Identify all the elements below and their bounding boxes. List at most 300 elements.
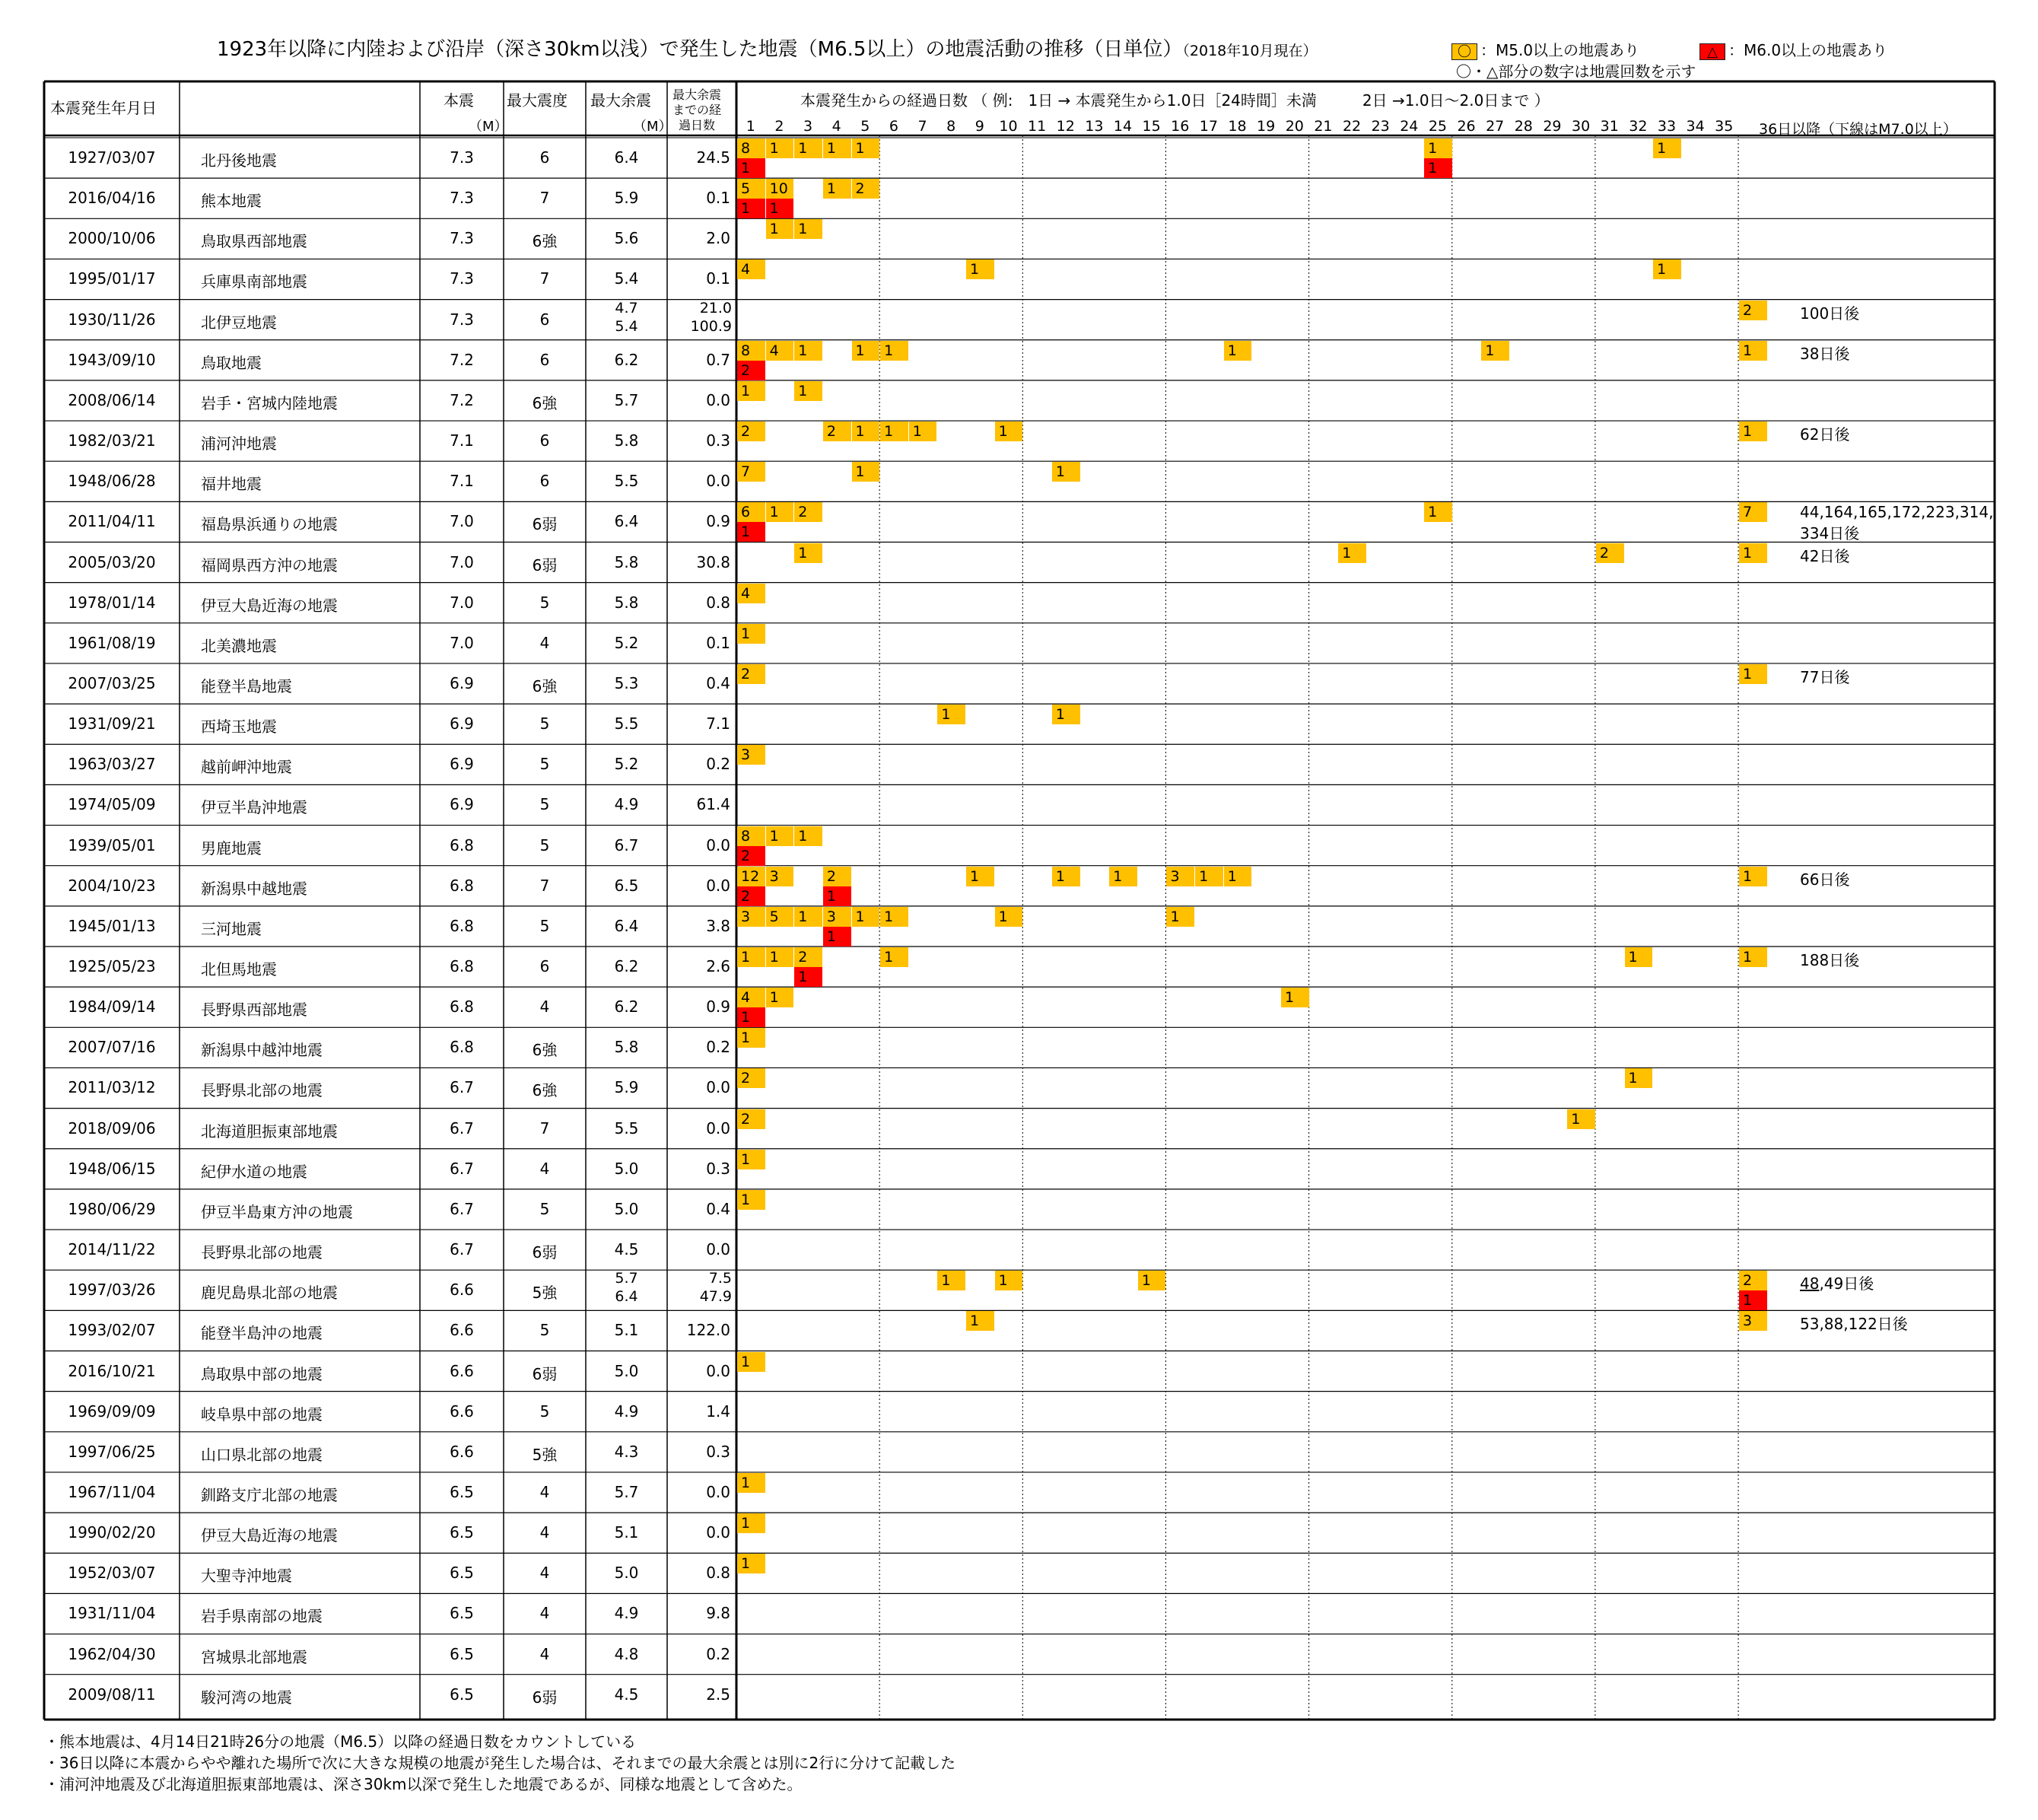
m6-count-badge: 2 bbox=[737, 846, 765, 866]
m5-count-badge: 1 bbox=[823, 179, 851, 199]
m5-count-badge: 1 bbox=[1739, 947, 1767, 967]
row-magnitude: 6.8 bbox=[450, 876, 474, 895]
row-intensity: 4 bbox=[539, 1159, 550, 1178]
row-magnitude: 6.8 bbox=[450, 1038, 474, 1057]
row-intensity: 5強 bbox=[532, 1284, 558, 1303]
row-date: 2011/03/12 bbox=[68, 1078, 156, 1097]
row-date: 2005/03/20 bbox=[68, 552, 156, 571]
row-magnitude: 7.1 bbox=[450, 472, 474, 491]
m5-count-badge: 1 bbox=[1166, 907, 1194, 927]
row-intensity: 6弱 bbox=[532, 1688, 558, 1707]
m5-count-badge: 1 bbox=[1567, 1109, 1595, 1129]
row-intensity: 4 bbox=[539, 1482, 550, 1501]
m5-count-badge: 1 bbox=[1052, 462, 1080, 482]
m5-swatch-icon: 〇 bbox=[1451, 43, 1477, 60]
row-magnitude: 6.5 bbox=[450, 1482, 474, 1501]
row-aftershock-m: 6.2 bbox=[614, 957, 639, 975]
row-aftershock-days: 7.5 bbox=[708, 1270, 732, 1287]
m5-count-badge: 7 bbox=[737, 462, 765, 482]
row-aftershock-days-2: 47.9 bbox=[699, 1288, 732, 1306]
row-date: 2009/08/11 bbox=[68, 1685, 156, 1704]
m5-count-badge: 1 bbox=[1739, 422, 1767, 441]
row-intensity: 6強 bbox=[532, 1041, 558, 1060]
day-number-13: 13 bbox=[1085, 118, 1104, 135]
row-name: 大聖寺沖地震 bbox=[201, 1567, 292, 1586]
m5-count-badge: 1 bbox=[794, 219, 822, 239]
m5-count-badge: 1 bbox=[1109, 867, 1137, 886]
row-name: 長野県北部の地震 bbox=[201, 1081, 323, 1100]
header-days-1: 最大余震 bbox=[672, 88, 722, 102]
legend-m5-text: ：M5.0以上の地震あり bbox=[1480, 41, 1640, 59]
legend-note: 〇・△部分の数字は地震回数を示す bbox=[1456, 62, 1696, 81]
row-after36-days bbox=[1800, 867, 1849, 889]
after36-text: 100日後 bbox=[1800, 304, 1860, 323]
after36-text: 188日後 bbox=[1800, 951, 1860, 969]
row-intensity: 7 bbox=[539, 269, 550, 288]
row-aftershock-m: 6.2 bbox=[614, 998, 639, 1017]
after36-m7-underline: 48 bbox=[1800, 1274, 1820, 1293]
m5-count-badge: 1 bbox=[794, 826, 822, 846]
row-intensity: 5 bbox=[539, 1321, 550, 1340]
m5-count-badge: 1 bbox=[1224, 867, 1252, 886]
row-aftershock-m: 6.4 bbox=[614, 512, 639, 531]
m6-count-badge: 1 bbox=[766, 199, 794, 218]
row-aftershock-m: 4.8 bbox=[614, 1644, 639, 1663]
row-aftershock-days-2: 100.9 bbox=[690, 317, 732, 335]
row-date: 2000/10/06 bbox=[68, 229, 156, 248]
row-aftershock-days: 0.4 bbox=[706, 673, 730, 692]
row-name: 鳥取県西部地震 bbox=[201, 232, 307, 251]
title-text: 1923年以降に内陸および沿岸（深さ30km以浅）で発生した地震（M6.5以上）の地震活動の推移（日単位） bbox=[217, 38, 1183, 61]
m5-count-badge: 1 bbox=[880, 947, 908, 967]
row-name: 越前岬沖地震 bbox=[201, 758, 292, 777]
header-days-2: までの経 bbox=[672, 103, 722, 117]
row-aftershock-m: 5.2 bbox=[614, 633, 639, 652]
day-number-35: 35 bbox=[1715, 118, 1734, 135]
row-intensity: 6 bbox=[539, 957, 550, 975]
row-magnitude: 6.7 bbox=[450, 1118, 474, 1138]
m6-count-badge: 1 bbox=[1739, 1290, 1767, 1310]
row-name: 長野県西部地震 bbox=[201, 1001, 307, 1020]
row-date: 1931/11/04 bbox=[68, 1604, 156, 1623]
m5-count-badge: 1 bbox=[1052, 705, 1080, 724]
row-name: 伊豆半島東方沖の地震 bbox=[201, 1202, 353, 1221]
m5-count-badge: 2 bbox=[794, 502, 822, 522]
row-after36-days bbox=[1800, 948, 1859, 970]
m5-count-badge: 1 bbox=[852, 138, 880, 158]
row-aftershock-m: 6.2 bbox=[614, 350, 639, 369]
m5-count-badge: 1 bbox=[966, 867, 994, 886]
row-name: 鳥取県中部の地震 bbox=[201, 1364, 323, 1383]
row-aftershock-m-2: 6.4 bbox=[615, 1288, 638, 1306]
m5-count-badge: 2 bbox=[737, 422, 765, 441]
m6-count-badge: 1 bbox=[737, 199, 765, 218]
row-aftershock-m: 6.4 bbox=[614, 916, 639, 935]
m5-count-badge: 2 bbox=[737, 1068, 765, 1088]
row-aftershock-days: 0.8 bbox=[706, 1564, 730, 1583]
m5-count-badge: 1 bbox=[1195, 867, 1223, 886]
row-aftershock-m: 5.5 bbox=[614, 714, 639, 733]
row-magnitude: 6.8 bbox=[450, 998, 474, 1017]
day-number-16: 16 bbox=[1171, 118, 1190, 135]
row-date: 1930/11/26 bbox=[68, 310, 156, 329]
m5-count-badge: 1 bbox=[1224, 341, 1252, 361]
m5-count-badge: 4 bbox=[737, 259, 765, 279]
m5-count-badge: 1 bbox=[880, 422, 908, 441]
row-magnitude: 6.7 bbox=[450, 1199, 474, 1218]
header-mainshock-unit: （M） bbox=[469, 119, 508, 135]
m5-count-badge: 8 bbox=[737, 826, 765, 846]
row-aftershock-m: 5.7 bbox=[614, 390, 639, 409]
day-number-5: 5 bbox=[860, 118, 870, 135]
row-aftershock-days: 0.0 bbox=[706, 1118, 730, 1138]
row-name: 釧路支庁北部の地震 bbox=[201, 1485, 338, 1504]
header-max-intensity: 最大震度 bbox=[507, 91, 568, 110]
row-aftershock-days: 0.0 bbox=[706, 835, 730, 854]
row-aftershock-days: 21.0 bbox=[699, 299, 732, 317]
note-3: ・浦河沖地震及び北海道胆振東部地震は、深さ30km以深で発生した地震であるが、同様な地震として含めた。 bbox=[44, 1775, 803, 1793]
row-date: 2007/07/16 bbox=[68, 1038, 156, 1057]
row-intensity: 7 bbox=[539, 1118, 550, 1138]
row-aftershock-days: 0.1 bbox=[706, 269, 730, 288]
m5-count-badge: 1 bbox=[1424, 138, 1452, 158]
row-aftershock-m: 5.0 bbox=[614, 1564, 639, 1583]
row-date: 1963/03/27 bbox=[68, 755, 156, 774]
row-aftershock-days: 0.2 bbox=[706, 1038, 730, 1057]
day-number-3: 3 bbox=[803, 118, 813, 135]
legend-m6-text: ：M6.0以上の地震あり bbox=[1728, 41, 1888, 59]
row-magnitude: 7.3 bbox=[450, 229, 474, 248]
row-intensity: 6 bbox=[539, 310, 550, 329]
row-date: 1948/06/15 bbox=[68, 1159, 156, 1178]
row-intensity: 5 bbox=[539, 916, 550, 935]
row-after36-days bbox=[1800, 665, 1849, 687]
m5-count-badge: 2 bbox=[1739, 301, 1767, 320]
row-date: 1925/05/23 bbox=[68, 957, 156, 975]
row-date: 1943/09/10 bbox=[68, 350, 156, 369]
day-number-28: 28 bbox=[1514, 118, 1533, 135]
row-aftershock-m: 4.9 bbox=[614, 795, 639, 814]
row-name: 伊豆大島近海の地震 bbox=[201, 596, 338, 615]
row-after36-days bbox=[1800, 301, 1859, 323]
day-number-33: 33 bbox=[1657, 118, 1677, 135]
row-name: 駿河湾の地震 bbox=[201, 1688, 292, 1707]
m5-count-badge: 1 bbox=[995, 422, 1023, 441]
m5-count-badge: 1 bbox=[766, 219, 794, 239]
row-magnitude: 7.0 bbox=[450, 512, 474, 531]
row-intensity: 4 bbox=[539, 1564, 550, 1583]
day-number-4: 4 bbox=[831, 118, 841, 135]
day-number-14: 14 bbox=[1113, 118, 1133, 135]
row-date: 1982/03/21 bbox=[68, 431, 156, 450]
after36-text: 62日後 bbox=[1800, 425, 1850, 444]
m5-count-badge: 1 bbox=[1739, 867, 1767, 886]
row-aftershock-days: 122.0 bbox=[686, 1321, 730, 1340]
row-date: 1978/01/14 bbox=[68, 593, 156, 612]
row-magnitude: 6.9 bbox=[450, 755, 474, 774]
row-intensity: 6強 bbox=[532, 1081, 558, 1100]
m5-count-badge: 1 bbox=[737, 947, 765, 967]
note-2: ・36日以降に本震からやや離れた場所で次に大きな規模の地震が発生した場合は、それまでの最大余震とは別に2行に分けて記載した bbox=[44, 1754, 956, 1772]
row-aftershock-m: 5.9 bbox=[614, 189, 639, 208]
row-date: 2018/09/06 bbox=[68, 1118, 156, 1138]
row-aftershock-days: 0.4 bbox=[706, 1199, 730, 1218]
row-aftershock-m: 4.5 bbox=[614, 1240, 639, 1259]
after36-text: ,49日後 bbox=[1819, 1274, 1874, 1293]
row-aftershock-m: 5.0 bbox=[614, 1361, 639, 1380]
row-date: 1962/04/30 bbox=[68, 1644, 156, 1663]
row-after36-days bbox=[1800, 1271, 1874, 1293]
row-intensity: 5 bbox=[539, 755, 550, 774]
row-name: 長野県北部の地震 bbox=[201, 1243, 323, 1262]
header-date: 本震発生年月日 bbox=[50, 99, 157, 117]
row-date: 1993/02/07 bbox=[68, 1321, 156, 1340]
m5-count-badge: 1 bbox=[1138, 1271, 1166, 1290]
m5-count-badge: 1 bbox=[794, 907, 822, 927]
row-date: 1969/09/09 bbox=[68, 1402, 156, 1421]
after36-text: 66日後 bbox=[1800, 870, 1850, 889]
m5-count-badge: 3 bbox=[823, 907, 851, 927]
row-aftershock-days: 0.0 bbox=[706, 876, 730, 895]
row-date: 1939/05/01 bbox=[68, 835, 156, 854]
row-name: 福井地震 bbox=[201, 475, 262, 494]
m5-count-badge: 1 bbox=[995, 907, 1023, 927]
row-name: 浦河沖地震 bbox=[201, 434, 277, 453]
row-intensity: 6弱 bbox=[532, 515, 558, 534]
day-number-8: 8 bbox=[946, 118, 956, 135]
day-number-10: 10 bbox=[999, 118, 1018, 135]
m5-count-badge: 1 bbox=[1338, 543, 1366, 563]
m5-count-badge: 2 bbox=[852, 179, 880, 199]
row-magnitude: 6.6 bbox=[450, 1442, 474, 1461]
row-name: 北丹後地震 bbox=[201, 151, 277, 170]
row-magnitude: 6.5 bbox=[450, 1685, 474, 1704]
m5-count-badge: 1 bbox=[737, 381, 765, 401]
title-date: （2018年10月現在） bbox=[1182, 43, 1318, 59]
day-number-22: 22 bbox=[1342, 118, 1362, 135]
row-aftershock-m: 5.8 bbox=[614, 1038, 639, 1057]
row-after36-days bbox=[1800, 342, 1849, 364]
row-name: 北美濃地震 bbox=[201, 636, 277, 655]
m5-count-badge: 2 bbox=[823, 867, 851, 886]
row-magnitude: 6.5 bbox=[450, 1644, 474, 1663]
row-intensity: 5 bbox=[539, 1402, 550, 1421]
after36-text: 42日後 bbox=[1800, 546, 1850, 565]
row-magnitude: 6.6 bbox=[450, 1321, 474, 1340]
row-magnitude: 6.9 bbox=[450, 795, 474, 814]
m5-count-badge: 1 bbox=[1281, 988, 1309, 1007]
m5-count-badge: 1 bbox=[794, 543, 822, 563]
row-name: 能登半島沖の地震 bbox=[201, 1324, 323, 1343]
row-name: 紀伊水道の地震 bbox=[201, 1162, 307, 1181]
row-date: 1961/08/19 bbox=[68, 633, 156, 652]
m5-count-badge: 1 bbox=[880, 341, 908, 361]
day-number-6: 6 bbox=[889, 118, 898, 135]
day-number-24: 24 bbox=[1400, 118, 1419, 135]
row-name: 兵庫県南部地震 bbox=[201, 272, 307, 291]
day-number-7: 7 bbox=[917, 118, 927, 135]
row-aftershock-days: 0.0 bbox=[706, 1482, 730, 1501]
row-date: 2016/10/21 bbox=[68, 1361, 156, 1380]
row-aftershock-m: 4.9 bbox=[614, 1402, 639, 1421]
row-date: 1931/09/21 bbox=[68, 714, 156, 733]
row-aftershock-m: 4.7 bbox=[615, 299, 638, 317]
row-aftershock-m: 4.3 bbox=[614, 1442, 639, 1461]
row-intensity: 5 bbox=[539, 835, 550, 854]
m5-count-badge: 1 bbox=[909, 422, 937, 441]
m5-count-badge: 1 bbox=[823, 138, 851, 158]
row-aftershock-days: 0.1 bbox=[706, 633, 730, 652]
row-aftershock-m: 5.8 bbox=[614, 552, 639, 571]
row-aftershock-m: 5.3 bbox=[614, 673, 639, 692]
m5-count-badge: 10 bbox=[766, 179, 794, 199]
row-aftershock-days: 0.0 bbox=[706, 1078, 730, 1097]
m6-count-badge: 1 bbox=[737, 522, 765, 542]
row-date: 1952/03/07 bbox=[68, 1564, 156, 1583]
day-number-17: 17 bbox=[1199, 118, 1218, 135]
m5-count-badge: 1 bbox=[737, 1513, 765, 1533]
row-aftershock-days: 0.7 bbox=[706, 350, 730, 369]
day-number-11: 11 bbox=[1028, 118, 1047, 135]
m5-count-badge: 5 bbox=[737, 179, 765, 199]
m5-count-badge: 3 bbox=[766, 867, 794, 886]
row-intensity: 4 bbox=[539, 1604, 550, 1623]
row-date: 2008/06/14 bbox=[68, 390, 156, 409]
m5-count-badge: 1 bbox=[1739, 543, 1767, 563]
row-aftershock-days: 0.3 bbox=[706, 1442, 730, 1461]
m5-count-badge: 1 bbox=[1481, 341, 1509, 361]
row-after36-days bbox=[1800, 1312, 1908, 1334]
row-magnitude: 6.6 bbox=[450, 1281, 474, 1300]
m6-count-badge: 1 bbox=[823, 886, 851, 906]
row-aftershock-days: 0.3 bbox=[706, 431, 730, 450]
row-aftershock-days: 24.5 bbox=[696, 148, 730, 167]
m5-count-badge: 3 bbox=[737, 907, 765, 927]
row-date: 1997/06/25 bbox=[68, 1442, 156, 1461]
row-date: 1980/06/29 bbox=[68, 1199, 156, 1218]
row-aftershock-days: 0.3 bbox=[706, 1159, 730, 1178]
m5-count-badge: 1 bbox=[766, 138, 794, 158]
row-name: 福岡県西方沖の地震 bbox=[201, 555, 338, 574]
row-magnitude: 7.0 bbox=[450, 552, 474, 571]
m5-count-badge: 1 bbox=[1052, 867, 1080, 886]
row-magnitude: 6.9 bbox=[450, 673, 474, 692]
day-number-20: 20 bbox=[1285, 118, 1304, 135]
row-aftershock-days: 3.8 bbox=[706, 916, 730, 935]
row-magnitude: 7.0 bbox=[450, 633, 474, 652]
header-days-3: 過日数 bbox=[679, 118, 716, 132]
row-after36-days bbox=[1800, 544, 1849, 566]
row-aftershock-days: 61.4 bbox=[696, 795, 730, 814]
row-intensity: 7 bbox=[539, 876, 550, 895]
m5-count-badge: 2 bbox=[1596, 543, 1624, 563]
day-number-32: 32 bbox=[1629, 118, 1648, 135]
row-magnitude: 7.2 bbox=[450, 350, 474, 369]
row-intensity: 6強 bbox=[532, 393, 558, 412]
day-number-12: 12 bbox=[1056, 118, 1075, 135]
m5-count-badge: 1 bbox=[794, 138, 822, 158]
row-aftershock-days: 0.2 bbox=[706, 1644, 730, 1663]
row-magnitude: 6.8 bbox=[450, 835, 474, 854]
row-name: 北伊豆地震 bbox=[201, 313, 277, 332]
m5-count-badge: 4 bbox=[737, 988, 765, 1007]
m5-count-badge: 4 bbox=[766, 341, 794, 361]
row-intensity: 5 bbox=[539, 593, 550, 612]
row-intensity: 6 bbox=[539, 148, 550, 167]
m5-count-badge: 1 bbox=[737, 1028, 765, 1048]
m5-count-badge: 1 bbox=[794, 381, 822, 401]
row-date: 1984/09/14 bbox=[68, 998, 156, 1017]
day-number-27: 27 bbox=[1486, 118, 1505, 135]
row-aftershock-days: 7.1 bbox=[706, 714, 730, 733]
m5-count-badge: 1 bbox=[766, 988, 794, 1007]
row-intensity: 6強 bbox=[532, 232, 558, 251]
row-intensity: 5 bbox=[539, 714, 550, 733]
row-name: 熊本地震 bbox=[201, 192, 262, 211]
row-name: 鳥取地震 bbox=[201, 353, 262, 372]
m5-count-badge: 8 bbox=[737, 138, 765, 158]
row-name: 宮城県北部地震 bbox=[201, 1647, 307, 1666]
row-after36-days bbox=[1800, 503, 1993, 521]
day-number-26: 26 bbox=[1457, 118, 1476, 135]
row-name: 新潟県中越沖地震 bbox=[201, 1041, 323, 1060]
m6-count-badge: 1 bbox=[1424, 158, 1452, 178]
header-max-aftershock-unit: （M） bbox=[633, 119, 672, 135]
row-intensity: 4 bbox=[539, 633, 550, 652]
m5-count-badge: 6 bbox=[737, 502, 765, 522]
row-aftershock-m: 5.5 bbox=[614, 1118, 639, 1138]
row-intensity: 6弱 bbox=[532, 1364, 558, 1383]
row-date: 1997/03/26 bbox=[68, 1281, 156, 1300]
row-name: 岐阜県中部の地震 bbox=[201, 1405, 323, 1424]
m5-count-badge: 1 bbox=[1653, 259, 1681, 279]
row-aftershock-m: 6.7 bbox=[614, 835, 639, 854]
row-magnitude: 7.3 bbox=[450, 310, 474, 329]
row-date: 2014/11/22 bbox=[68, 1240, 156, 1259]
row-aftershock-m: 5.0 bbox=[614, 1199, 639, 1218]
row-name: 岩手・宮城内陸地震 bbox=[201, 393, 338, 412]
m5-count-badge: 1 bbox=[737, 1554, 765, 1573]
m6-count-badge: 2 bbox=[737, 886, 765, 906]
m5-count-badge: 4 bbox=[737, 584, 765, 603]
day-number-18: 18 bbox=[1228, 118, 1247, 135]
row-magnitude: 6.5 bbox=[450, 1604, 474, 1623]
row-name: 鹿児島県北部の地震 bbox=[201, 1284, 338, 1303]
m5-count-badge: 1 bbox=[737, 624, 765, 644]
note-1: ・熊本地震は、4月14日21時26分の地震（M6.5）以降の経過日数をカウントしている bbox=[44, 1732, 637, 1751]
row-aftershock-m-2: 5.4 bbox=[615, 317, 638, 335]
m6-count-badge: 1 bbox=[794, 967, 822, 987]
row-aftershock-m: 6.4 bbox=[614, 148, 639, 167]
row-intensity: 6弱 bbox=[532, 1243, 558, 1262]
day-number-25: 25 bbox=[1428, 118, 1448, 135]
row-aftershock-m: 5.7 bbox=[615, 1270, 638, 1287]
m5-count-badge: 1 bbox=[737, 1190, 765, 1210]
row-intensity: 5 bbox=[539, 1199, 550, 1218]
row-magnitude: 7.3 bbox=[450, 148, 474, 167]
row-intensity: 6弱 bbox=[532, 555, 558, 574]
m5-count-badge: 1 bbox=[1625, 1068, 1653, 1088]
m5-count-badge: 1 bbox=[766, 826, 794, 846]
row-name: 伊豆半島沖地震 bbox=[201, 798, 307, 817]
row-aftershock-days: 2.5 bbox=[706, 1685, 730, 1704]
row-intensity: 5強 bbox=[532, 1445, 558, 1464]
day-number-1: 1 bbox=[746, 118, 755, 135]
row-magnitude: 6.7 bbox=[450, 1240, 474, 1259]
row-aftershock-m: 5.4 bbox=[614, 269, 639, 288]
row-after36-days-2: 334日後 bbox=[1800, 524, 1860, 543]
row-date: 1948/06/28 bbox=[68, 472, 156, 491]
